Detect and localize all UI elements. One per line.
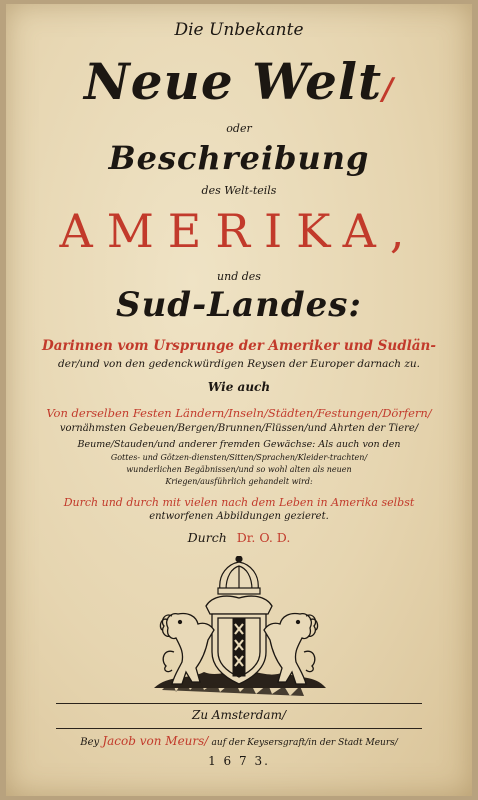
- author-prefix: Durch: [187, 530, 227, 545]
- title-oder: oder: [226, 122, 252, 135]
- title-neue-welt-slash: /: [382, 72, 395, 107]
- imprint-rule-bottom: [56, 728, 422, 729]
- title-des-welt-teils: des Welt-teils: [201, 184, 277, 197]
- imperial-crown-icon: [218, 556, 260, 594]
- author-line: [0, 530, 478, 545]
- imprint-bey: Bey: [80, 737, 100, 748]
- title-beschreibung: Beschreibung: [108, 139, 370, 177]
- imprint-city: Zu Amsterdam/: [191, 708, 286, 722]
- title-neue-welt: [0, 52, 478, 120]
- amsterdam-shield-pale: [233, 618, 245, 676]
- imprint-year: 1 6 7 3.: [208, 754, 270, 768]
- title-die-unbekante-text: Die Unbekante: [174, 20, 304, 40]
- amsterdam-arms-woodcut: [134, 556, 344, 696]
- desc-line-2: vornähmsten Gebeuen/Bergen/Brunnen/Flüssen/und Ahrten der Tiere/: [59, 423, 419, 434]
- desc-line-1: Von derselben Festen Ländern/Inseln/Städten/Festungen/Dörfern/: [46, 406, 432, 420]
- imprint-address: auf der Keysersgraft/in der Stadt Meurs/: [211, 738, 398, 748]
- illustrations-line-1: Durch und durch mit vielen nach dem Leben in Amerika selbst: [63, 496, 415, 509]
- title-und-des: und des: [217, 270, 261, 283]
- title-sud-landes: Sud-Landes:: [116, 285, 362, 325]
- imprint-rule-top: [56, 703, 422, 704]
- subtitle-line-2: der/und von den gedenckwürdigen Reysen der Europer darnach zu.: [58, 358, 420, 370]
- title-amerika: AMERIKA,: [59, 204, 419, 258]
- title-neue-welt-text: Neue Welt: [83, 52, 383, 111]
- desc-line-4: Gottes- und Götzen-diensten/Sitten/Sprachen/Kleider-trachten/: [110, 453, 368, 462]
- subtitle-line-1: Darinnen vom Ursprunge der Ameriker und Sudlän-: [42, 338, 436, 354]
- desc-line-3: Beume/Stauden/und anderer fremden Gewächse: Als auch von den: [77, 439, 401, 450]
- wie-auch: Wie auch: [207, 380, 271, 394]
- author-initials: Dr. O. D.: [236, 530, 291, 545]
- desc-line-5: wunderlichen Begäbnissen/und so wohl alten als neuen: [126, 465, 352, 474]
- illustrations-line-2: entworfenen Abbildungen gezieret.: [149, 511, 329, 522]
- desc-line-6: Kriegen/ausführlich gehandelt wird:: [165, 477, 313, 486]
- right-lion-supporter: [264, 613, 318, 684]
- title-line-die-unbekante: [0, 20, 478, 40]
- imprint-printer-line: [0, 734, 478, 748]
- imprint-printer-name: Jacob von Meurs/: [102, 734, 209, 748]
